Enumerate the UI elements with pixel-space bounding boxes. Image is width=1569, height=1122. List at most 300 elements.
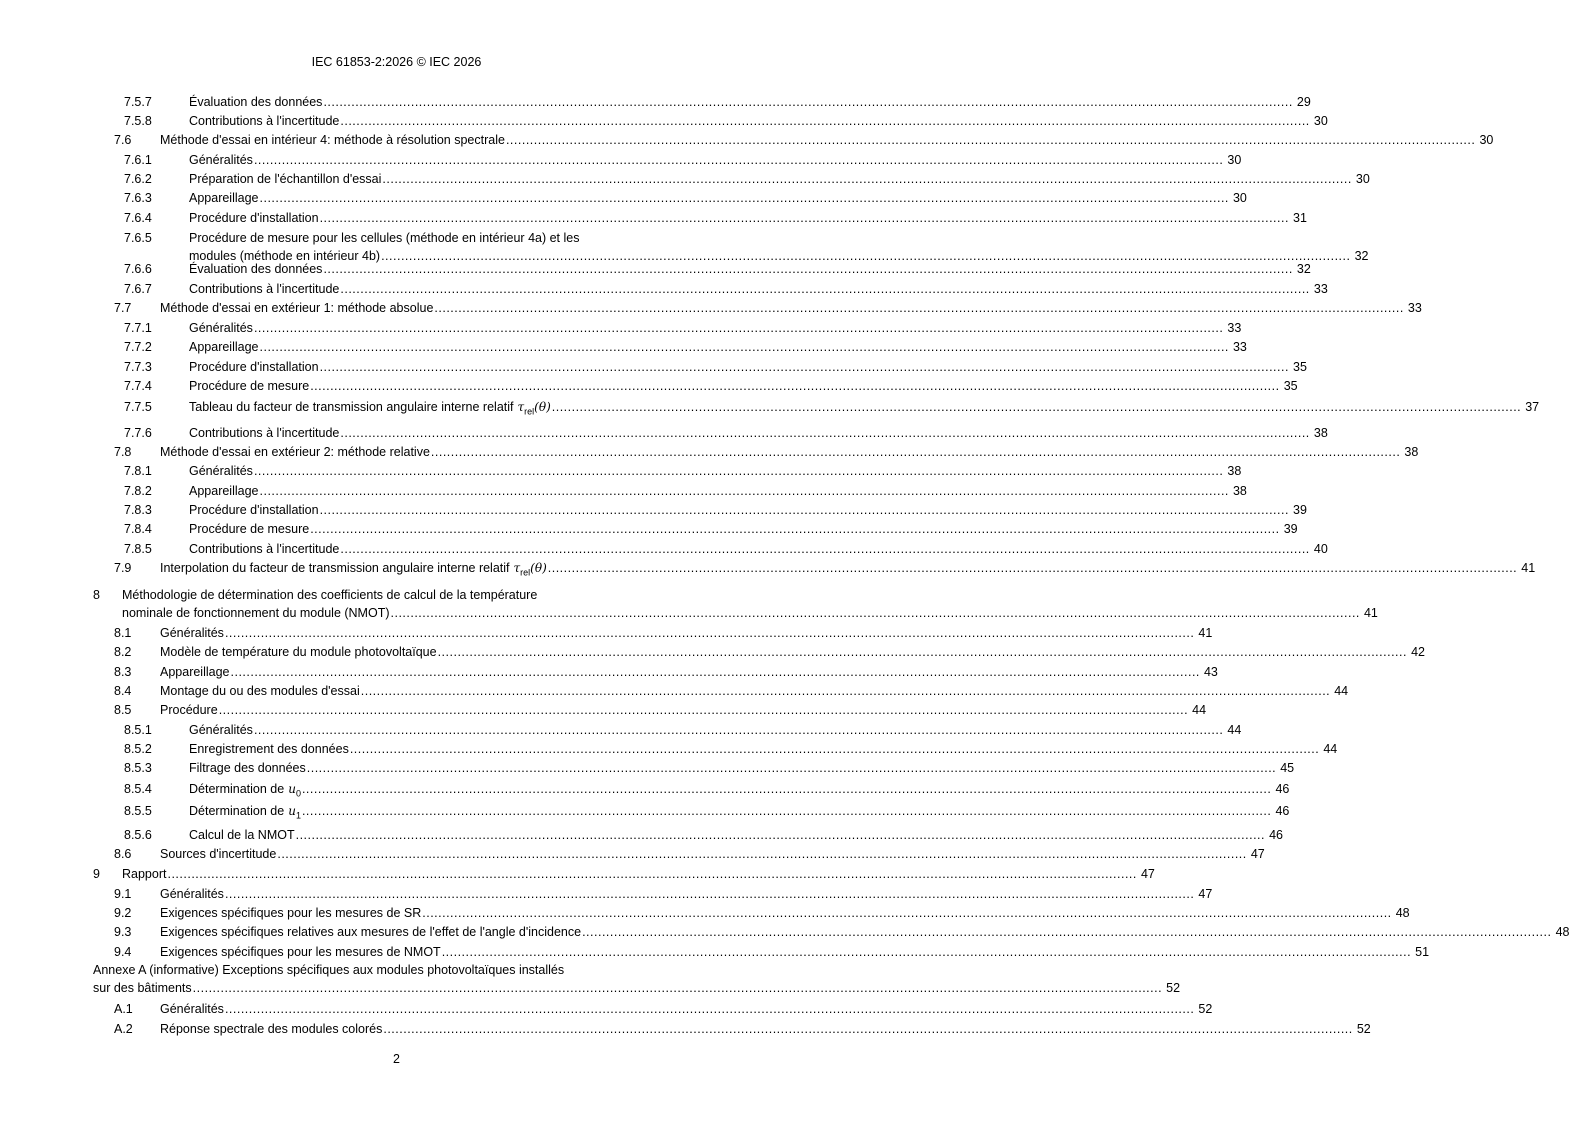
toc-entry-body bbox=[160, 643, 1425, 661]
toc-entry-title bbox=[122, 865, 166, 883]
toc-entry-title-text: Calcul de la NMOT bbox=[189, 828, 295, 842]
toc-entry-title bbox=[160, 131, 505, 149]
dot-leader: .................................................................................................................................................................................................................................................... bbox=[547, 561, 1518, 575]
toc-entry-number: 9.4 bbox=[114, 945, 132, 959]
dot-leader: .................................................................................................................................................................................................................................................... bbox=[382, 172, 1352, 186]
toc-entry-number: 7.5.7 bbox=[124, 95, 152, 109]
toc-entry-line bbox=[160, 559, 1536, 578]
dot-leader: .................................................................................................................................................................................................................................................... bbox=[434, 301, 1404, 315]
toc-entry-title-text: Méthode d'essai en intérieur 4: méthode à résolution spectrale bbox=[160, 133, 505, 147]
toc-entry-title-text: Enregistrement des données bbox=[189, 742, 349, 756]
toc-entry-page: 52 bbox=[1356, 1022, 1371, 1036]
toc-entry-title-text: Modèle de température du module photovoltaïque bbox=[160, 645, 437, 659]
toc-entry-number: 7.7 bbox=[114, 301, 132, 315]
toc-entry-line bbox=[189, 189, 1247, 207]
toc-entry-body bbox=[160, 1000, 1213, 1018]
toc-entry-page: 46 bbox=[1275, 782, 1290, 796]
toc-entry-title bbox=[160, 1020, 382, 1038]
toc-entry-number: 8.5.5 bbox=[124, 804, 152, 818]
toc-entry-body bbox=[189, 721, 1242, 739]
toc-entry-number: 8.5 bbox=[114, 703, 132, 717]
toc-entry-title-line1: Procédure de mesure pour les cellules (méthode en intérieur 4a) et les bbox=[189, 231, 580, 245]
toc-entry-body bbox=[160, 131, 1494, 149]
toc-entry-number: 7.6.3 bbox=[124, 191, 152, 205]
toc-entry-line bbox=[189, 93, 1311, 111]
toc-entry-number: 8.5.4 bbox=[124, 782, 152, 796]
dot-leader: .................................................................................................................................................................................................................................................... bbox=[230, 665, 1200, 679]
toc-entry-body bbox=[122, 586, 1378, 622]
toc-entry-title bbox=[189, 780, 301, 802]
toc-entry-page: 47 bbox=[1198, 887, 1213, 901]
toc-entry-number: 7.6.2 bbox=[124, 172, 152, 186]
toc-entry-number: 8.5.2 bbox=[124, 742, 152, 756]
toc-entry-page: 41 bbox=[1363, 606, 1378, 620]
dot-leader: .................................................................................................................................................................................................................................................... bbox=[340, 114, 1310, 128]
dot-leader: .................................................................................................................................................................................................................................................... bbox=[306, 761, 1277, 775]
toc-entry-number: 9.1 bbox=[114, 887, 132, 901]
toc-entry-title-text: Filtrage des données bbox=[189, 761, 306, 775]
toc-entry-title bbox=[160, 923, 581, 941]
toc-entry-page: 44 bbox=[1334, 684, 1349, 698]
toc-entry-page: 38 bbox=[1404, 445, 1419, 459]
toc-entry-body bbox=[160, 923, 1569, 941]
dot-leader: .................................................................................................................................................................................................................................................... bbox=[323, 95, 1293, 109]
toc-entry-page: 30 bbox=[1227, 153, 1242, 167]
toc-entry-page: 30 bbox=[1479, 133, 1494, 147]
toc-entry-number: 8.2 bbox=[114, 645, 132, 659]
dot-leader: .................................................................................................................................................................................................................................................... bbox=[381, 249, 1351, 263]
toc-entry-page: 46 bbox=[1269, 828, 1283, 842]
toc-entry-line bbox=[93, 979, 1181, 997]
math-symbol-base: τ bbox=[513, 561, 521, 575]
toc-entry-line bbox=[189, 482, 1247, 500]
dot-leader: .................................................................................................................................................................................................................................................... bbox=[319, 503, 1289, 517]
toc-entry-number: A.2 bbox=[114, 1022, 133, 1036]
dot-leader: .................................................................................................................................................................................................................................................... bbox=[167, 867, 1137, 881]
toc-entry-line bbox=[189, 540, 1328, 558]
dot-leader: .................................................................................................................................................................................................................................................... bbox=[551, 400, 1522, 414]
toc-entry-number: 7.7.4 bbox=[124, 379, 152, 393]
toc-entry-title-text: Détermination de bbox=[189, 804, 285, 818]
toc-entry-number: 7.6.5 bbox=[124, 231, 152, 245]
toc-entry-page: 43 bbox=[1203, 665, 1218, 679]
toc-entry-page: 47 bbox=[1140, 867, 1155, 881]
dot-leader: .................................................................................................................................................................................................................................................... bbox=[319, 360, 1289, 374]
page-number: 2 bbox=[393, 1052, 400, 1066]
toc-entry-title-text: Rapport bbox=[122, 867, 167, 881]
dot-leader: .................................................................................................................................................................................................................................................... bbox=[349, 742, 1320, 756]
toc-entry-line bbox=[160, 1020, 1371, 1038]
math-symbol bbox=[288, 782, 301, 799]
toc-entry-page: 41 bbox=[1521, 561, 1536, 575]
toc-entry-body bbox=[189, 826, 1283, 844]
toc-entry-number: 8 bbox=[93, 588, 100, 602]
toc-entry-line bbox=[160, 443, 1419, 461]
toc-entry-number: 9.2 bbox=[114, 906, 132, 920]
toc-entry-page: 52 bbox=[1198, 1002, 1213, 1016]
toc-entry-title bbox=[93, 979, 192, 997]
toc-entry-page: 29 bbox=[1296, 95, 1311, 109]
toc-entry-line bbox=[189, 398, 1540, 417]
toc-entry-body bbox=[160, 682, 1349, 700]
toc-entry-number: 7.7.1 bbox=[124, 321, 152, 335]
toc-entry-title-text: Contributions à l'incertitude bbox=[189, 282, 340, 296]
toc-entry-body bbox=[160, 443, 1419, 461]
toc-entry-body bbox=[160, 559, 1536, 578]
toc-entry-title-line1: Annexe A (informative) Exceptions spécifiques aux modules photovoltaïques installés bbox=[93, 963, 565, 977]
toc-entry-body bbox=[122, 865, 1155, 883]
toc-entry-title bbox=[122, 604, 390, 622]
toc-entry-title-text: Exigences spécifiques pour les mesures de SR bbox=[160, 906, 422, 920]
toc-entry-number: 8.5.6 bbox=[124, 828, 152, 842]
toc-entry-number: 7.9 bbox=[114, 561, 132, 575]
math-symbol bbox=[513, 561, 547, 578]
toc-entry-number: 7.8.2 bbox=[124, 484, 152, 498]
dot-leader: .................................................................................................................................................................................................................................................... bbox=[301, 782, 1272, 796]
toc-entry-page: 31 bbox=[1293, 211, 1307, 225]
toc-entry-title bbox=[189, 424, 339, 442]
toc-entry-number: 9 bbox=[93, 867, 100, 881]
toc-entry-body bbox=[189, 93, 1311, 111]
toc-entry-title-text: Appareillage bbox=[189, 191, 259, 205]
page-header: IEC 61853-2:2026 © IEC 2026 bbox=[311, 55, 482, 69]
dot-leader: .................................................................................................................................................................................................................................................... bbox=[224, 1002, 1195, 1016]
toc-entry-title-text: Méthode d'essai en extérieur 1: méthode absolue bbox=[160, 301, 434, 315]
dot-leader: .................................................................................................................................................................................................................................................... bbox=[430, 445, 1401, 459]
toc-entry-title-text: Procédure d'installation bbox=[189, 503, 319, 517]
toc-entry-body bbox=[160, 943, 1430, 961]
toc-entry-page: 40 bbox=[1313, 542, 1328, 556]
toc-entry-title bbox=[189, 721, 253, 739]
toc-entry-line bbox=[189, 520, 1298, 538]
toc-entry-title bbox=[189, 151, 253, 169]
toc-entry-line bbox=[160, 682, 1349, 700]
toc-entry-line bbox=[160, 923, 1569, 941]
toc-entry-line bbox=[160, 624, 1213, 642]
toc-entry-page: 39 bbox=[1293, 503, 1307, 517]
dot-leader: .................................................................................................................................................................................................................................................... bbox=[218, 703, 1189, 717]
toc-entry-body bbox=[160, 701, 1207, 719]
toc-entry-line bbox=[189, 319, 1242, 337]
toc-entry-title-text: Appareillage bbox=[189, 484, 259, 498]
toc-entry-body bbox=[160, 624, 1213, 642]
dot-leader: .................................................................................................................................................................................................................................................... bbox=[441, 945, 1412, 959]
dot-leader: .................................................................................................................................................................................................................................................... bbox=[323, 262, 1293, 276]
toc-entry-title bbox=[189, 462, 253, 480]
toc-entry-body bbox=[189, 462, 1242, 480]
toc-entry-number: 7.7.2 bbox=[124, 340, 152, 354]
toc-entry-number: 8.5.3 bbox=[124, 761, 152, 775]
toc-entry-title-text: Méthode d'essai en extérieur 2: méthode relative bbox=[160, 445, 430, 459]
toc-entry-line bbox=[160, 845, 1265, 863]
dot-leader: .................................................................................................................................................................................................................................................... bbox=[253, 321, 1224, 335]
toc-entry-page: 35 bbox=[1283, 379, 1298, 393]
toc-entry-body bbox=[189, 424, 1328, 442]
dot-leader: .................................................................................................................................................................................................................................................... bbox=[277, 847, 1247, 861]
dot-leader: .................................................................................................................................................................................................................................................... bbox=[422, 906, 1392, 920]
dot-leader: .................................................................................................................................................................................................................................................... bbox=[310, 379, 1280, 393]
toc-entry-body bbox=[189, 170, 1370, 188]
toc-entry-page: 48 bbox=[1395, 906, 1410, 920]
toc-entry-number: 7.8.1 bbox=[124, 464, 152, 478]
toc-entry-title-text: Généralités bbox=[189, 464, 253, 478]
toc-entry-body bbox=[189, 398, 1540, 417]
toc-entry-number: 8.4 bbox=[114, 684, 132, 698]
toc-entry-body bbox=[160, 904, 1410, 922]
toc-entry-title-text: Montage du ou des modules d'essai bbox=[160, 684, 360, 698]
toc-entry-number: 8.3 bbox=[114, 665, 132, 679]
toc-entry-number: 8.6 bbox=[114, 847, 132, 861]
toc-entry-title bbox=[189, 520, 309, 538]
math-symbol bbox=[517, 400, 551, 417]
math-symbol-argument: (θ) bbox=[530, 561, 547, 575]
toc-entry-body bbox=[160, 885, 1213, 903]
toc-entry-title-text: Généralités bbox=[189, 153, 253, 167]
toc-entry-title-text: Préparation de l'échantillon d'essai bbox=[189, 172, 382, 186]
math-symbol-subscript: 1 bbox=[295, 810, 301, 821]
toc-entry-title-text: sur des bâtiments bbox=[93, 981, 192, 995]
toc-entry-title bbox=[160, 845, 276, 863]
toc-entry-title bbox=[189, 338, 259, 356]
toc-entry-page: 45 bbox=[1280, 761, 1295, 775]
toc-entry-line bbox=[189, 721, 1242, 739]
toc-entry-line bbox=[160, 885, 1213, 903]
toc-entry-title-text: Généralités bbox=[189, 723, 253, 737]
toc-entry-page: 46 bbox=[1275, 804, 1290, 818]
toc-entry-body bbox=[189, 189, 1247, 207]
toc-entry-line bbox=[160, 131, 1494, 149]
toc-entry-title-text: Procédure de mesure bbox=[189, 522, 310, 536]
toc-entry-title-text: Contributions à l'incertitude bbox=[189, 426, 340, 440]
toc-entry-title-text: Procédure d'installation bbox=[189, 211, 319, 225]
toc-entry-page: 33 bbox=[1232, 340, 1247, 354]
toc-entry-line bbox=[189, 740, 1338, 758]
toc-entry-number: A.1 bbox=[114, 1002, 133, 1016]
toc-entry-title bbox=[160, 663, 230, 681]
toc-entry-line bbox=[189, 802, 1290, 821]
toc-entry-line bbox=[160, 943, 1430, 961]
toc-entry-title-text: Procédure d'installation bbox=[189, 360, 319, 374]
dot-leader: .................................................................................................................................................................................................................................................... bbox=[390, 606, 1360, 620]
toc-entry-number: 7.6 bbox=[114, 133, 132, 147]
toc-entry-page: 38 bbox=[1232, 484, 1247, 498]
toc-entry-title bbox=[160, 943, 441, 961]
toc-entry-title bbox=[160, 1000, 224, 1018]
toc-entry-body bbox=[189, 520, 1298, 538]
dot-leader: .................................................................................................................................................................................................................................................... bbox=[340, 542, 1310, 556]
toc-entry-body bbox=[189, 482, 1247, 500]
toc-entry-body bbox=[189, 280, 1328, 298]
toc-entry-title bbox=[160, 904, 421, 922]
toc-entry-body bbox=[160, 299, 1422, 317]
toc-entry-title-text: Évaluation des données bbox=[189, 262, 323, 276]
toc-entry-page: 30 bbox=[1355, 172, 1370, 186]
toc-entry-title-text: Détermination de bbox=[189, 782, 285, 796]
toc-entry-line bbox=[189, 170, 1370, 188]
toc-entry-title bbox=[160, 643, 437, 661]
toc-entry-title bbox=[189, 209, 319, 227]
toc-entry-title-text: Exigences spécifiques pour les mesures de NMOT bbox=[160, 945, 441, 959]
toc-entry-title-text: Sources d'incertitude bbox=[160, 847, 277, 861]
toc-entry-title bbox=[189, 482, 259, 500]
toc-entry-title-text: Réponse spectrale des modules colorés bbox=[160, 1022, 383, 1036]
toc-entry-line bbox=[160, 643, 1425, 661]
toc-entry-page: 32 bbox=[1354, 249, 1369, 263]
toc-entry-body bbox=[189, 802, 1290, 821]
math-symbol-base: u bbox=[288, 804, 296, 818]
toc-entry-line bbox=[122, 865, 1155, 883]
toc-entry-body bbox=[189, 338, 1247, 356]
toc-entry-number: 7.8.3 bbox=[124, 503, 152, 517]
toc-entry-title-text: Contributions à l'incertitude bbox=[189, 114, 340, 128]
toc-entry-number: 7.6.7 bbox=[124, 282, 152, 296]
toc-entry-body bbox=[160, 663, 1218, 681]
toc-entry-line bbox=[160, 701, 1207, 719]
toc-entry-page: 38 bbox=[1313, 426, 1328, 440]
toc-entry-body bbox=[189, 759, 1295, 777]
dot-leader: .................................................................................................................................................................................................................................................... bbox=[259, 191, 1229, 205]
toc-entry-title bbox=[189, 802, 301, 824]
toc-entry-line bbox=[189, 358, 1307, 376]
toc-entry-line bbox=[189, 424, 1328, 442]
toc-entry-line bbox=[189, 112, 1328, 130]
toc-entry-title-text: Procédure bbox=[160, 703, 218, 717]
dot-leader: .................................................................................................................................................................................................................................................... bbox=[224, 887, 1195, 901]
toc-entry-title-text: Appareillage bbox=[189, 340, 259, 354]
dot-leader: .................................................................................................................................................................................................................................................... bbox=[582, 925, 1552, 939]
toc-entry-line bbox=[160, 299, 1422, 317]
toc-entry-line bbox=[189, 826, 1283, 844]
toc-entry-body bbox=[189, 358, 1307, 376]
dot-leader: .................................................................................................................................................................................................................................................... bbox=[259, 340, 1229, 354]
toc-entry-page: 44 bbox=[1227, 723, 1242, 737]
toc-entry-title bbox=[160, 624, 224, 642]
math-symbol-base: u bbox=[288, 782, 296, 796]
toc-entry-title bbox=[189, 170, 381, 188]
toc-entry-body bbox=[189, 112, 1328, 130]
toc-entry-page: 33 bbox=[1407, 301, 1422, 315]
math-symbol-subscript: 0 bbox=[295, 788, 301, 799]
dot-leader: .................................................................................................................................................................................................................................................... bbox=[310, 522, 1280, 536]
toc-entry-title-text: Généralités bbox=[160, 626, 224, 640]
toc-entry-line bbox=[189, 260, 1311, 278]
dot-leader: .................................................................................................................................................................................................................................................... bbox=[224, 626, 1195, 640]
toc-entry-title bbox=[160, 559, 547, 581]
dot-leader: .................................................................................................................................................................................................................................................... bbox=[360, 684, 1331, 698]
toc-entry-title-text: Appareillage bbox=[160, 665, 230, 679]
toc-entry-title bbox=[189, 260, 322, 278]
toc-entry-page: 47 bbox=[1250, 847, 1265, 861]
toc-entry-page: 37 bbox=[1525, 400, 1540, 414]
dot-leader: .................................................................................................................................................................................................................................................... bbox=[301, 804, 1272, 818]
toc-entry-line bbox=[189, 338, 1247, 356]
dot-leader: .................................................................................................................................................................................................................................................... bbox=[383, 1022, 1353, 1036]
toc-entry-page: 44 bbox=[1192, 703, 1207, 717]
toc-entry-line bbox=[160, 1000, 1213, 1018]
toc-entry-title bbox=[160, 701, 218, 719]
toc-entry-title-text: Généralités bbox=[160, 887, 224, 901]
toc-entry-title-text: Interpolation du facteur de transmission angulaire interne relatif bbox=[160, 561, 510, 575]
toc-entry-title bbox=[189, 112, 339, 130]
toc-entry-page: 30 bbox=[1313, 114, 1328, 128]
toc-entry-title bbox=[189, 826, 295, 844]
toc-entry-page: 39 bbox=[1283, 522, 1298, 536]
toc-entry-title-text: nominale de fonctionnement du module (NMOT) bbox=[122, 606, 390, 620]
dot-leader: .................................................................................................................................................................................................................................................... bbox=[253, 723, 1224, 737]
toc-entry-number: 7.6.4 bbox=[124, 211, 152, 225]
toc-entry-body bbox=[160, 1020, 1371, 1038]
toc-entry-number: 7.8.5 bbox=[124, 542, 152, 556]
dot-leader: .................................................................................................................................................................................................................................................... bbox=[253, 464, 1224, 478]
toc-entry-line bbox=[189, 501, 1307, 519]
toc-entry-page: 41 bbox=[1198, 626, 1213, 640]
dot-leader: .................................................................................................................................................................................................................................................... bbox=[259, 484, 1229, 498]
toc-entry-body bbox=[93, 961, 1181, 997]
math-symbol-subscript: rel bbox=[524, 406, 535, 417]
toc-entry-body bbox=[189, 377, 1298, 395]
dot-leader: .................................................................................................................................................................................................................................................... bbox=[340, 282, 1310, 296]
toc-entry-number: 7.6.6 bbox=[124, 262, 152, 276]
toc-entry-title-text: Évaluation des données bbox=[189, 95, 323, 109]
dot-leader: .................................................................................................................................................................................................................................................... bbox=[340, 426, 1310, 440]
toc-entry-number: 8.5.1 bbox=[124, 723, 152, 737]
toc-entry-page: 52 bbox=[1166, 981, 1181, 995]
toc-entry-page: 33 bbox=[1227, 321, 1242, 335]
toc-entry-line bbox=[189, 209, 1307, 227]
toc-entry-number: 7.7.5 bbox=[124, 400, 152, 414]
toc-entry-title bbox=[189, 358, 319, 376]
toc-entry-number: 7.5.8 bbox=[124, 114, 152, 128]
toc-entry-line bbox=[122, 604, 1378, 622]
toc-entry-title bbox=[189, 280, 339, 298]
toc-entry-title-text: Généralités bbox=[189, 321, 253, 335]
toc-entry-page: 32 bbox=[1296, 262, 1311, 276]
toc-entry-title bbox=[189, 319, 253, 337]
toc-entry-line bbox=[189, 780, 1290, 799]
toc-entry-body bbox=[189, 501, 1307, 519]
toc-entry-number: 7.8 bbox=[114, 445, 132, 459]
math-symbol bbox=[288, 804, 301, 821]
toc-entry-title-text: Exigences spécifiques relatives aux mesures de l'effet de l'angle d'incidence bbox=[160, 925, 582, 939]
toc-entry-title bbox=[189, 759, 306, 777]
toc-entry-title-text: modules (méthode en intérieur 4b) bbox=[189, 249, 381, 263]
toc-entry-title bbox=[189, 93, 322, 111]
toc-entry-title bbox=[189, 540, 339, 558]
dot-leader: .................................................................................................................................................................................................................................................... bbox=[192, 981, 1163, 995]
dot-leader: .................................................................................................................................................................................................................................................... bbox=[295, 828, 1265, 842]
toc-entry-number: 7.7.6 bbox=[124, 426, 152, 440]
toc-entry-title bbox=[189, 189, 259, 207]
toc-entry-title-line1: Méthodologie de détermination des coefficients de calcul de la température bbox=[122, 588, 538, 602]
toc-entry-line bbox=[189, 462, 1242, 480]
toc-entry-title-text: Contributions à l'incertitude bbox=[189, 542, 340, 556]
dot-leader: .................................................................................................................................................................................................................................................... bbox=[505, 133, 1476, 147]
toc-entry-line bbox=[189, 151, 1242, 169]
toc-entry-title-text: Procédure de mesure bbox=[189, 379, 310, 393]
toc-entry-title bbox=[160, 443, 430, 461]
toc-entry-page: 35 bbox=[1293, 360, 1307, 374]
toc-entry-body bbox=[189, 540, 1328, 558]
toc-entry-title-text: Généralités bbox=[160, 1002, 224, 1016]
toc-entry-line bbox=[189, 759, 1295, 777]
toc-entry-title-text: Tableau du facteur de transmission angulaire interne relatif bbox=[189, 400, 514, 414]
toc-entry-line bbox=[160, 663, 1218, 681]
dot-leader: .................................................................................................................................................................................................................................................... bbox=[253, 153, 1224, 167]
toc-entry-line bbox=[189, 280, 1328, 298]
toc-entry-number: 7.6.1 bbox=[124, 153, 152, 167]
toc-entry-body bbox=[189, 780, 1290, 799]
math-symbol-subscript: rel bbox=[520, 567, 531, 578]
